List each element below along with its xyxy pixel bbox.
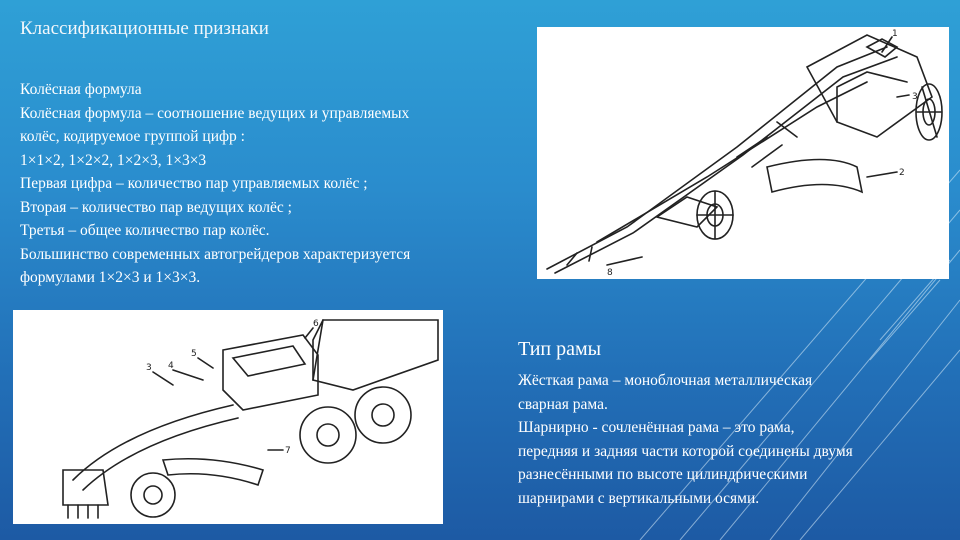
grader-articulated-image (537, 27, 949, 279)
frame-type-line: шарнирами с вертикальными осями. (518, 489, 760, 507)
grader-articulated-drawing-icon (537, 27, 949, 279)
frame-type-block (518, 369, 958, 510)
grader-rigid-frame-drawing-icon (13, 310, 443, 524)
wheel-formula-line: формулами 1×2×3 и 1×3×3. (20, 269, 201, 286)
svg-text:3: 3 (912, 92, 918, 102)
svg-text:2: 2 (899, 168, 905, 178)
frame-type-heading: Тип рамы (518, 338, 602, 360)
frame-type-line: Жёсткая рама – моноблочная металлическая (518, 372, 813, 389)
svg-text:8: 8 (607, 268, 613, 278)
wheel-formula-line: колёс, кодируемое группой цифр : (20, 128, 245, 145)
grader-rigid-frame-image (13, 310, 443, 524)
slide-title: Классификационные признаки (20, 18, 269, 39)
svg-text:6: 6 (313, 319, 319, 329)
wheel-formula-block (20, 78, 540, 290)
svg-text:4: 4 (168, 361, 174, 371)
wheel-formula-line: Большинство современных автогрейдеров характеризуется (20, 245, 411, 263)
wheel-formula-line: Колёсная формула (20, 81, 142, 98)
frame-type-line: Шарнирно - сочленённая рама – это рама, (518, 419, 795, 436)
wheel-formula-line: 1×1×2, 1×2×2, 1×2×3, 1×3×3 (20, 151, 207, 169)
wheel-formula-line: Первая цифра – количество пар управляемых колёс ; (20, 175, 368, 192)
frame-type-line: разнесёнными по высоте цилиндрическими (518, 466, 808, 483)
frame-type-line: передняя и задняя части которой соединены двумя (518, 442, 853, 460)
wheel-formula-line: Колёсная формула – соотношение ведущих и управляемых (20, 104, 410, 122)
svg-text:1: 1 (892, 29, 898, 39)
frame-type-line: сварная рама. (518, 395, 608, 413)
svg-text:5: 5 (191, 349, 197, 359)
wheel-formula-line: Третья – общее количество пар колёс. (20, 222, 270, 239)
svg-text:3: 3 (146, 363, 152, 373)
svg-text:7: 7 (285, 446, 291, 456)
wheel-formula-line: Вторая – количество пар ведущих колёс ; (20, 198, 292, 216)
